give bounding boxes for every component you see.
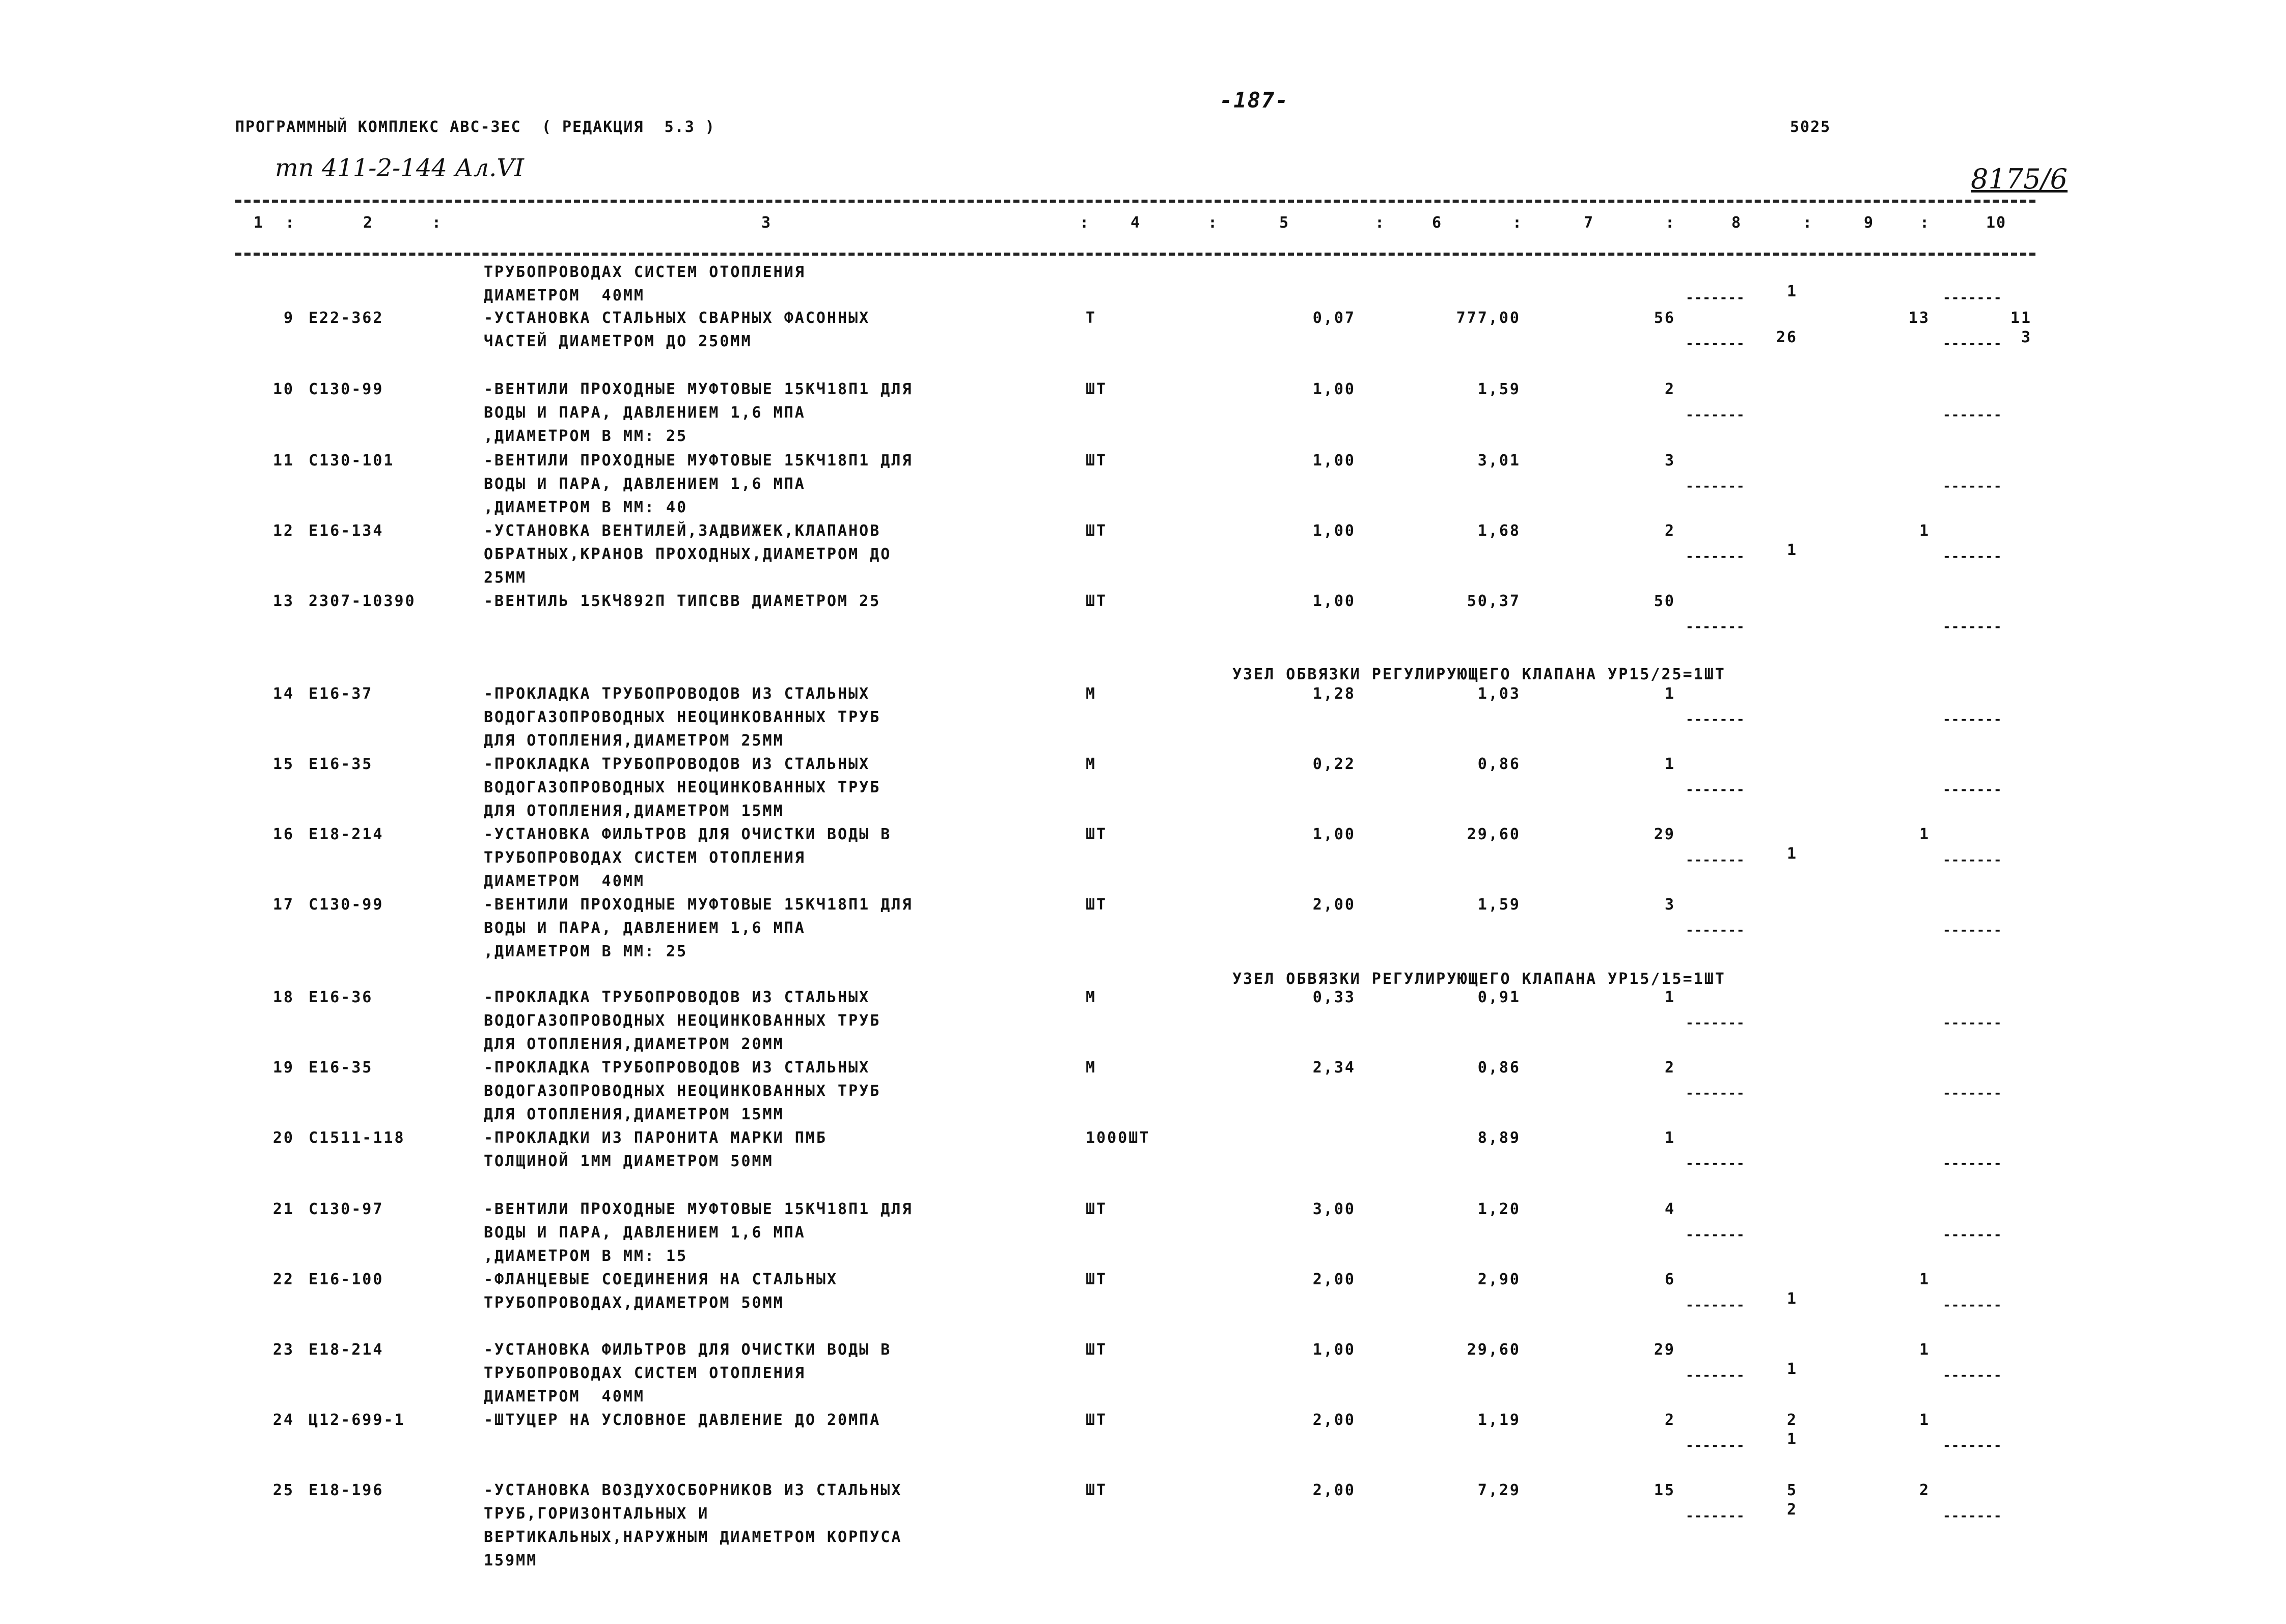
unit: ШТ: [1086, 592, 1108, 610]
work-description: ВОДЫ И ПАРА, ДАВЛЕНИЕМ 1,6 МПА: [484, 475, 806, 493]
quantity: 1,00: [1312, 380, 1356, 398]
group-header: УЗЕЛ ОБВЯЗКИ РЕГУЛИРУЮЩЕГО КЛАПАНА УР15/15=1ШТ: [1232, 970, 1726, 988]
quantity: 1,00: [1312, 522, 1356, 540]
total-cost: 2: [1664, 1411, 1675, 1429]
work-description: -ВЕНТИЛИ ПРОХОДНЫЕ МУФТОВЫЕ 15КЧ18П1 ДЛЯ: [484, 380, 913, 398]
work-description: -УСТАНОВКА ВОЗДУХОСБОРНИКОВ ИЗ СТАЛЬНЫХ: [484, 1481, 902, 1499]
work-description: ОБРАТНЫХ,КРАНОВ ПРОХОДНЫХ,ДИАМЕТРОМ ДО: [484, 545, 892, 563]
column-header: 5: [1279, 214, 1290, 232]
col8-subtotal-rule: -------: [1686, 479, 1745, 494]
work-description: -ПРОКЛАДКИ ИЗ ПАРОНИТА МАРКИ ПМБ: [484, 1129, 827, 1147]
item-number: 13: [272, 592, 294, 610]
price-code: Е22-362: [309, 309, 384, 327]
unit-price: 1,03: [1477, 685, 1521, 703]
unit-price: 2,90: [1477, 1271, 1521, 1288]
quantity: 0,33: [1312, 988, 1356, 1006]
total-cost: 1: [1664, 755, 1675, 773]
col10-subtotal-rule: -------: [1943, 407, 2002, 423]
quantity: 0,07: [1312, 309, 1356, 327]
column-separator: :: [1080, 214, 1090, 232]
unit: ШТ: [1086, 1341, 1108, 1359]
work-description: -ПРОКЛАДКА ТРУБОПРОВОДОВ ИЗ СТАЛЬНЫХ: [484, 685, 870, 703]
price-code: С130-99: [309, 896, 384, 914]
quantity: 2,00: [1312, 1411, 1356, 1429]
work-description: ,ДИАМЕТРОМ В ММ: 40: [484, 499, 688, 516]
col8-subvalue: 1: [1786, 1430, 1798, 1448]
quantity: 1,00: [1312, 1341, 1356, 1359]
col8-subtotal-rule: -------: [1686, 619, 1745, 635]
col10-subtotal-rule: -------: [1943, 1368, 2002, 1383]
total-cost: 29: [1654, 1341, 1675, 1359]
total-cost: 2: [1664, 1059, 1675, 1077]
col9-value: 1: [1919, 1341, 1930, 1359]
col10-subtotal-rule: -------: [1943, 923, 2002, 938]
price-code: С130-97: [309, 1200, 384, 1218]
work-description: ТРУБОПРОВОДАХ СИСТЕМ ОТОПЛЕНИЯ: [484, 1364, 806, 1382]
work-description: -ПРОКЛАДКА ТРУБОПРОВОДОВ ИЗ СТАЛЬНЫХ: [484, 988, 870, 1006]
work-description: -УСТАНОВКА ВЕНТИЛЕЙ,ЗАДВИЖЕК,КЛАПАНОВ: [484, 522, 881, 540]
work-description: ВЕРТИКАЛЬНЫХ,НАРУЖНЫМ ДИАМЕТРОМ КОРПУСА: [484, 1528, 902, 1546]
work-description: -УСТАНОВКА СТАЛЬНЫХ СВАРНЫХ ФАСОННЫХ: [484, 309, 870, 327]
work-description: ДИАМЕТРОМ 40ММ: [484, 1388, 645, 1406]
col10-subtotal-rule: -------: [1943, 479, 2002, 494]
quantity: 2,00: [1312, 1271, 1356, 1288]
work-description: -ПРОКЛАДКА ТРУБОПРОВОДОВ ИЗ СТАЛЬНЫХ: [484, 1059, 870, 1077]
work-description: ТРУБОПРОВОДАХ СИСТЕМ ОТОПЛЕНИЯ: [484, 849, 806, 867]
work-description: ДИАМЕТРОМ 40ММ: [484, 287, 645, 305]
unit: М: [1086, 755, 1097, 773]
col9-value: 1: [1919, 1411, 1930, 1429]
work-description: ВОДЫ И ПАРА, ДАВЛЕНИЕМ 1,6 МПА: [484, 1224, 806, 1242]
col10-subtotal-rule: -------: [1943, 1438, 2002, 1453]
total-cost: 6: [1664, 1271, 1675, 1288]
col9-value: 1: [1919, 1271, 1930, 1288]
quantity: 2,00: [1312, 1481, 1356, 1499]
col9-value: 13: [1908, 309, 1930, 327]
column-header: 9: [1864, 214, 1875, 232]
unit: М: [1086, 685, 1097, 703]
total-cost: 4: [1664, 1200, 1675, 1218]
work-description: ,ДИАМЕТРОМ В ММ: 15: [484, 1247, 688, 1265]
work-description: -ВЕНТИЛИ ПРОХОДНЫЕ МУФТОВЫЕ 15КЧ18П1 ДЛЯ: [484, 1200, 913, 1218]
work-description: ТРУБОПРОВОДАХ,ДИАМЕТРОМ 50ММ: [484, 1294, 784, 1312]
unit-price: 29,60: [1467, 825, 1521, 843]
col8-subtotal-rule: -------: [1686, 1298, 1745, 1313]
col8-subvalue: 1: [1786, 1290, 1798, 1308]
work-description: -УСТАНОВКА ФИЛЬТРОВ ДЛЯ ОЧИСТКИ ВОДЫ В: [484, 825, 892, 843]
work-description: -УСТАНОВКА ФИЛЬТРОВ ДЛЯ ОЧИСТКИ ВОДЫ В: [484, 1341, 892, 1359]
col8-subtotal-rule: -------: [1686, 1086, 1745, 1101]
unit-price: 1,20: [1477, 1200, 1521, 1218]
price-code: С130-101: [309, 452, 395, 470]
item-number: 15: [272, 755, 294, 773]
unit: ШТ: [1086, 1271, 1108, 1288]
total-cost: 15: [1654, 1481, 1675, 1499]
col8-subtotal-rule: -------: [1686, 549, 1745, 564]
total-cost: 1: [1664, 988, 1675, 1006]
price-code: Е16-37: [309, 685, 373, 703]
item-number: 22: [272, 1271, 294, 1288]
work-description: 159ММ: [484, 1552, 538, 1570]
unit-price: 0,91: [1477, 988, 1521, 1006]
col8-value: 5: [1786, 1481, 1798, 1499]
work-description: ДЛЯ ОТОПЛЕНИЯ,ДИАМЕТРОМ 20ММ: [484, 1035, 784, 1053]
unit-price: 8,89: [1477, 1129, 1521, 1147]
quantity: 2,34: [1312, 1059, 1356, 1077]
price-code: Е18-214: [309, 1341, 384, 1359]
total-cost: 2: [1664, 380, 1675, 398]
col9-value: 1: [1919, 825, 1930, 843]
project-handwritten: тп 411-2-144 Ал.VI: [275, 154, 524, 182]
price-code: Ц12-699-1: [309, 1411, 405, 1429]
work-description: ,ДИАМЕТРОМ В ММ: 25: [484, 943, 688, 960]
item-number: 11: [272, 452, 294, 470]
unit-price: 1,19: [1477, 1411, 1521, 1429]
work-description: ВОДОГАЗОПРОВОДНЫХ НЕОЦИНКОВАННЫХ ТРУБ: [484, 1082, 881, 1100]
col10-subtotal-rule: -------: [1943, 290, 2002, 306]
item-number: 16: [272, 825, 294, 843]
unit: ШТ: [1086, 1481, 1108, 1499]
total-cost: 1: [1664, 1129, 1675, 1147]
price-code: Е16-35: [309, 1059, 373, 1077]
total-cost: 2: [1664, 522, 1675, 540]
column-separator: :: [1803, 214, 1813, 232]
work-description: ВОДОГАЗОПРОВОДНЫХ НЕОЦИНКОВАННЫХ ТРУБ: [484, 1012, 881, 1030]
quantity: 3,00: [1312, 1200, 1356, 1218]
work-description: ДИАМЕТРОМ 40ММ: [484, 872, 645, 890]
unit-price: 7,29: [1477, 1481, 1521, 1499]
col8-subtotal-rule: -------: [1686, 712, 1745, 727]
price-code: Е16-36: [309, 988, 373, 1006]
item-number: 18: [272, 988, 294, 1006]
price-code: Е16-100: [309, 1271, 384, 1288]
col8-subvalue: 26: [1776, 328, 1798, 346]
total-cost: 3: [1664, 896, 1675, 914]
quantity: 1,00: [1312, 592, 1356, 610]
quantity: 1,28: [1312, 685, 1356, 703]
document-code: 5025: [1790, 118, 1831, 136]
col8-subvalue: 1: [1786, 845, 1798, 863]
unit-price: 0,86: [1477, 1059, 1521, 1077]
column-header: 2: [363, 214, 374, 232]
item-number: 14: [272, 685, 294, 703]
work-description: ,ДИАМЕТРОМ В ММ: 25: [484, 427, 688, 445]
item-number: 20: [272, 1129, 294, 1147]
col9-value: 2: [1919, 1481, 1930, 1499]
item-number: 19: [272, 1059, 294, 1077]
unit-price: 3,01: [1477, 452, 1521, 470]
col10-subtotal-rule: -------: [1943, 1227, 2002, 1243]
total-cost: 50: [1654, 592, 1675, 610]
col8-subtotal-rule: -------: [1686, 1227, 1745, 1243]
column-header: 3: [761, 214, 772, 232]
unit: ШТ: [1086, 825, 1108, 843]
work-description: ВОДЫ И ПАРА, ДАВЛЕНИЕМ 1,6 МПА: [484, 919, 806, 937]
total-cost: 3: [1664, 452, 1675, 470]
price-code: Е16-35: [309, 755, 373, 773]
unit-price: 777,00: [1456, 309, 1521, 327]
unit-price: 1,68: [1477, 522, 1521, 540]
col10-subtotal-rule: -------: [1943, 336, 2002, 351]
col8-subvalue: 1: [1786, 541, 1798, 559]
unit: ШТ: [1086, 452, 1108, 470]
column-separator: :: [1665, 214, 1676, 232]
column-header: 6: [1432, 214, 1443, 232]
work-description: ТРУБ,ГОРИЗОНТАЛЬНЫХ И: [484, 1505, 709, 1523]
col10-subtotal-rule: -------: [1943, 1508, 2002, 1524]
col8-subtotal-rule: -------: [1686, 852, 1745, 868]
col8-subtotal-rule: -------: [1686, 923, 1745, 938]
unit: ШТ: [1086, 1411, 1108, 1429]
work-description: -ПРОКЛАДКА ТРУБОПРОВОДОВ ИЗ СТАЛЬНЫХ: [484, 755, 870, 773]
item-number: 23: [272, 1341, 294, 1359]
col8-subtotal-rule: -------: [1686, 1368, 1745, 1383]
col8-subvalue: 2: [1786, 1501, 1798, 1519]
item-number: 12: [272, 522, 294, 540]
col10-subtotal-rule: -------: [1943, 549, 2002, 564]
item-number: 21: [272, 1200, 294, 1218]
col10-subtotal-rule: -------: [1943, 1015, 2002, 1031]
column-separator: :: [285, 214, 296, 232]
item-number: 9: [283, 309, 294, 327]
unit: ШТ: [1086, 522, 1108, 540]
header-top-rule: [235, 200, 2035, 203]
column-header: 7: [1584, 214, 1594, 232]
program-title: ПРОГРАММНЫЙ КОМПЛЕКС АВС-3ЕС ( РЕДАКЦИЯ 5.3 ): [235, 118, 715, 136]
work-description: ДЛЯ ОТОПЛЕНИЯ,ДИАМЕТРОМ 25ММ: [484, 732, 784, 750]
col10-subtotal-rule: -------: [1943, 619, 2002, 635]
col8-value: 2: [1786, 1411, 1798, 1429]
unit: 1000ШТ: [1086, 1129, 1150, 1147]
price-code: С1511-118: [309, 1129, 405, 1147]
col8-subtotal-rule: -------: [1686, 1015, 1745, 1031]
col10-subtotal-rule: -------: [1943, 1156, 2002, 1171]
work-description: -ФЛАНЦЕВЫЕ СОЕДИНЕНИЯ НА СТАЛЬНЫХ: [484, 1271, 838, 1288]
item-number: 10: [272, 380, 294, 398]
price-code: Е16-134: [309, 522, 384, 540]
work-description: 25ММ: [484, 569, 527, 587]
work-description: ЧАСТЕЙ ДИАМЕТРОМ ДО 250ММ: [484, 333, 752, 350]
unit: Т: [1086, 309, 1097, 327]
unit: М: [1086, 988, 1097, 1006]
column-separator: :: [1512, 214, 1523, 232]
column-separator: :: [1375, 214, 1386, 232]
unit-price: 1,59: [1477, 380, 1521, 398]
col10-subtotal-rule: -------: [1943, 782, 2002, 797]
column-header: 4: [1131, 214, 1141, 232]
total-cost: 29: [1654, 825, 1675, 843]
total-cost: 1: [1664, 685, 1675, 703]
col10-subtotal-rule: -------: [1943, 852, 2002, 868]
column-separator: :: [1920, 214, 1931, 232]
work-description: ТОЛЩИНОЙ 1ММ ДИАМЕТРОМ 50ММ: [484, 1152, 774, 1170]
work-description: ДЛЯ ОТОПЛЕНИЯ,ДИАМЕТРОМ 15ММ: [484, 802, 784, 820]
page-number: -187-: [1220, 88, 1289, 113]
price-code: Е18-196: [309, 1481, 384, 1499]
unit: ШТ: [1086, 896, 1108, 914]
col8-subtotal-rule: -------: [1686, 1508, 1745, 1524]
item-number: 17: [272, 896, 294, 914]
work-description: ВОДОГАЗОПРОВОДНЫХ НЕОЦИНКОВАННЫХ ТРУБ: [484, 779, 881, 796]
quantity: 1,00: [1312, 825, 1356, 843]
price-code: 2307-10390: [309, 592, 416, 610]
column-header: 10: [1986, 214, 2007, 232]
unit: ШТ: [1086, 380, 1108, 398]
col8-subtotal-rule: -------: [1686, 336, 1745, 351]
total-cost: 56: [1654, 309, 1675, 327]
price-code: С130-99: [309, 380, 384, 398]
col10-subvalue: 3: [2021, 328, 2032, 346]
work-description: ВОДЫ И ПАРА, ДАВЛЕНИЕМ 1,6 МПА: [484, 404, 806, 422]
col10-subtotal-rule: -------: [1943, 1086, 2002, 1101]
col10-value: 11: [2010, 309, 2032, 327]
unit-price: 29,60: [1467, 1341, 1521, 1359]
work-description: -ВЕНТИЛЬ 15КЧ892П ТИПСВВ ДИАМЕТРОМ 25: [484, 592, 881, 610]
col10-subtotal-rule: -------: [1943, 712, 2002, 727]
col8-subtotal-rule: -------: [1686, 407, 1745, 423]
col8-subtotal-rule: -------: [1686, 1156, 1745, 1171]
work-description: ДЛЯ ОТОПЛЕНИЯ,ДИАМЕТРОМ 15ММ: [484, 1106, 784, 1123]
item-number: 24: [272, 1411, 294, 1429]
col9-value: 1: [1919, 522, 1930, 540]
col8-subtotal-rule: -------: [1686, 782, 1745, 797]
unit-price: 0,86: [1477, 755, 1521, 773]
sheet-ref-handwritten: 8175/6: [1971, 163, 2068, 195]
column-header: 8: [1731, 214, 1742, 232]
col8-subvalue: 1: [1786, 1360, 1798, 1378]
work-description: -ВЕНТИЛИ ПРОХОДНЫЕ МУФТОВЫЕ 15КЧ18П1 ДЛЯ: [484, 452, 913, 470]
price-code: Е18-214: [309, 825, 384, 843]
header-bottom-rule: [235, 253, 2035, 256]
item-number: 25: [272, 1481, 294, 1499]
unit: М: [1086, 1059, 1097, 1077]
group-header: УЗЕЛ ОБВЯЗКИ РЕГУЛИРУЮЩЕГО КЛАПАНА УР15/25=1ШТ: [1232, 666, 1726, 683]
column-separator: :: [1208, 214, 1219, 232]
work-description: -ВЕНТИЛИ ПРОХОДНЫЕ МУФТОВЫЕ 15КЧ18П1 ДЛЯ: [484, 896, 913, 914]
quantity: 1,00: [1312, 452, 1356, 470]
work-description: ВОДОГАЗОПРОВОДНЫХ НЕОЦИНКОВАННЫХ ТРУБ: [484, 708, 881, 726]
work-description: ТРУБОПРОВОДАХ СИСТЕМ ОТОПЛЕНИЯ: [484, 263, 806, 281]
col8-subtotal-rule: -------: [1686, 290, 1745, 306]
col10-subtotal-rule: -------: [1943, 1298, 2002, 1313]
work-description: -ШТУЦЕР НА УСЛОВНОЕ ДАВЛЕНИЕ ДО 20МПА: [484, 1411, 881, 1429]
column-separator: :: [432, 214, 443, 232]
unit: ШТ: [1086, 1200, 1108, 1218]
col8-subtotal-rule: -------: [1686, 1438, 1745, 1453]
unit-price: 50,37: [1467, 592, 1521, 610]
unit-price: 1,59: [1477, 896, 1521, 914]
col8-subvalue: 1: [1786, 283, 1798, 300]
column-header: 1: [254, 214, 264, 232]
quantity: 2,00: [1312, 896, 1356, 914]
quantity: 0,22: [1312, 755, 1356, 773]
